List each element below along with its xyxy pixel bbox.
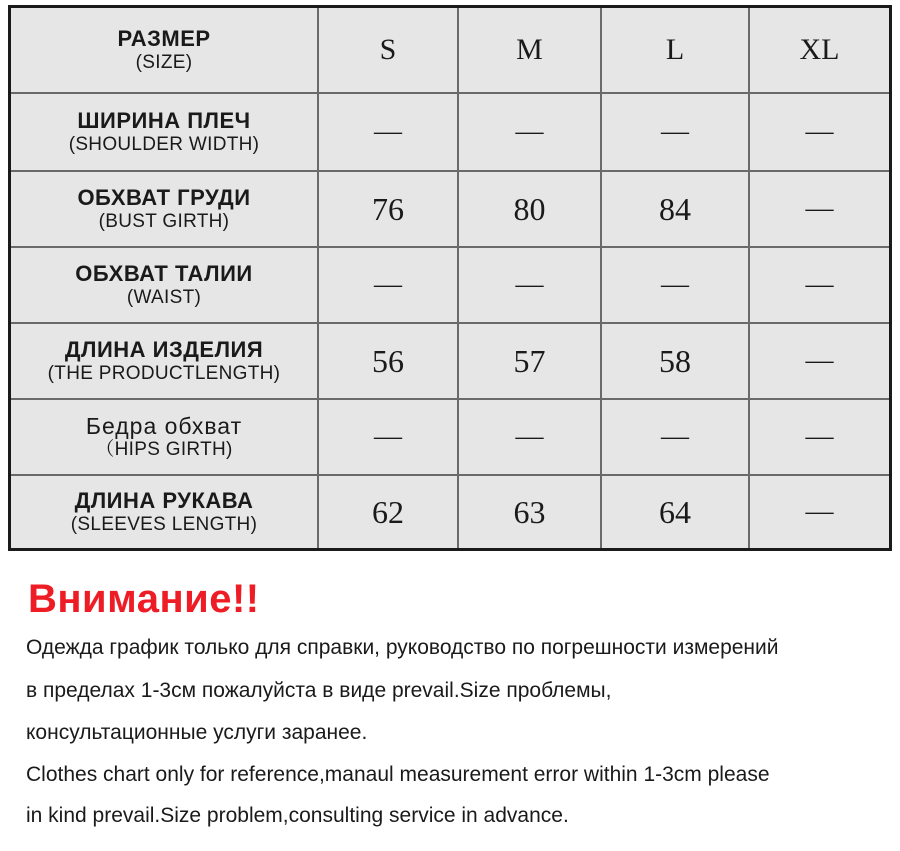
value-cell [319, 476, 459, 548]
row-label-en: (BUST GIRTH) [98, 210, 230, 232]
value-cell [602, 324, 750, 400]
value-cell [750, 94, 889, 172]
row-label-en: (THE PRODUCTLENGTH) [47, 362, 281, 384]
cell-value: 56 [372, 342, 404, 379]
header-size-xl [750, 8, 889, 94]
cell-value: — [805, 496, 834, 527]
value-cell [459, 476, 602, 548]
value-cell [750, 324, 889, 400]
cell-value: — [374, 269, 402, 300]
value-cell [459, 324, 602, 400]
row-label-ru: ОБХВАТ ГРУДИ [77, 185, 251, 211]
header-size-m [459, 8, 602, 94]
value-cell [319, 324, 459, 400]
size-label: M [516, 33, 543, 66]
notice-text-line: Clothes chart only for reference,manaul measurement error within 1-3cm please [26, 763, 770, 786]
header-label-ru: РАЗМЕР [117, 26, 211, 52]
cell-value: 84 [659, 190, 691, 227]
header-label-en: (SIZE) [135, 51, 193, 73]
row-label-en: (SLEEVES LENGTH) [70, 513, 258, 535]
size-label: S [379, 33, 397, 66]
cell-value: — [661, 116, 689, 147]
value-cell [319, 94, 459, 172]
cell-value: — [374, 116, 402, 147]
row-label-waist [11, 248, 319, 324]
row-label-ru: ШИРИНА ПЛЕЧ [77, 108, 251, 134]
size-label: XL [799, 33, 840, 66]
value-cell [602, 172, 750, 248]
cell-value: — [805, 345, 834, 376]
cell-value: 58 [659, 342, 691, 379]
row-label-ru: ДЛИНА ИЗДЕЛИЯ [64, 337, 264, 363]
notice-text-line: in kind prevail.Size problem,consulting service in advance. [26, 804, 569, 827]
cell-value: — [661, 421, 689, 452]
cell-value: — [805, 269, 834, 300]
row-label-ru: Бедра обхват [85, 412, 243, 439]
cell-value: 64 [659, 493, 691, 530]
cell-value: 57 [513, 342, 546, 379]
value-cell [602, 248, 750, 324]
cell-value: 76 [372, 190, 404, 227]
row-label-hips-girth [11, 400, 319, 476]
value-cell [602, 476, 750, 548]
notice-text-line: в пределах 1-3см пожалуйста в виде prevail.Size проблемы, [26, 679, 612, 702]
row-label-sleeves-length [11, 476, 319, 548]
cell-value: 62 [372, 493, 404, 530]
size-chart-table [8, 5, 892, 551]
cell-value: — [805, 193, 834, 224]
cell-value: — [515, 269, 544, 300]
cell-value: — [661, 269, 689, 300]
value-cell [459, 400, 602, 476]
cell-value: — [515, 421, 544, 452]
row-label-en: (SHOULDER WIDTH) [68, 133, 260, 155]
cell-value: — [805, 421, 834, 452]
notice-text-line: Одежда график только для справки, руководство по погрешности измерений [26, 636, 779, 659]
cell-value: 63 [513, 493, 546, 530]
row-label-en: (WAIST) [126, 286, 202, 308]
cell-value: — [515, 116, 544, 147]
value-cell [602, 400, 750, 476]
value-cell [459, 172, 602, 248]
cell-value: 80 [513, 190, 546, 227]
row-label-ru: ДЛИНА РУКАВА [74, 488, 254, 514]
value-cell [750, 172, 889, 248]
row-label-ru: ОБХВАТ ТАЛИИ [75, 261, 253, 287]
cell-value: — [374, 421, 402, 452]
value-cell [459, 248, 602, 324]
value-cell [750, 248, 889, 324]
size-label: L [665, 33, 685, 66]
header-size-s [319, 8, 459, 94]
notice-text-line: консультационные услуги заранее. [26, 721, 368, 744]
value-cell [319, 172, 459, 248]
value-cell [602, 94, 750, 172]
notice-title: Внимание!! [28, 577, 260, 621]
value-cell [319, 248, 459, 324]
row-label-bust-girth [11, 172, 319, 248]
cell-value: — [805, 116, 834, 147]
value-cell [319, 400, 459, 476]
row-label-en: （HIPS GIRTH) [95, 439, 233, 461]
value-cell [459, 94, 602, 172]
header-size-l [602, 8, 750, 94]
row-label-product-length [11, 324, 319, 400]
value-cell [750, 476, 889, 548]
row-label-shoulder-width [11, 94, 319, 172]
header-label-cell [11, 8, 319, 94]
value-cell [750, 400, 889, 476]
